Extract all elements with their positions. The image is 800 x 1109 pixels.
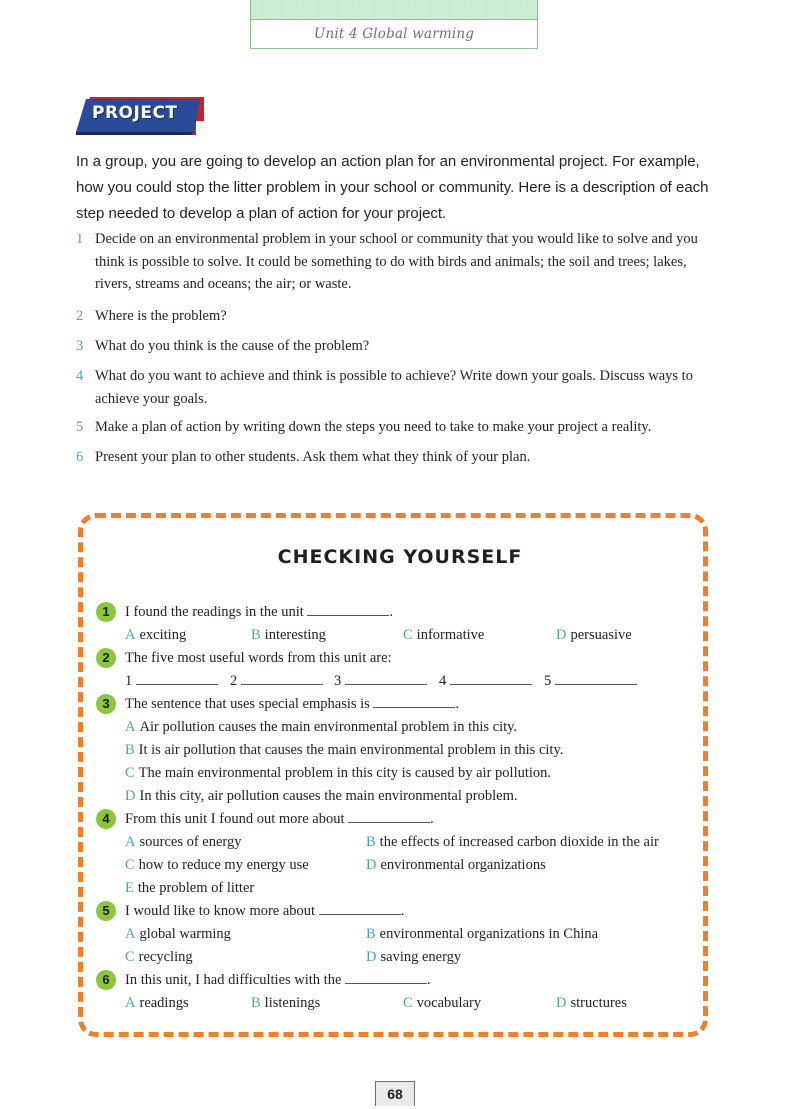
question-number-badge: 1: [96, 602, 116, 622]
option-letter: A: [125, 719, 136, 735]
option-letter: B: [366, 834, 376, 850]
answer-blank[interactable]: [373, 695, 455, 708]
question-prompt: I would like to know more about: [125, 903, 316, 919]
answer-blank[interactable]: [307, 603, 389, 616]
word-blank[interactable]: [544, 671, 637, 691]
option-letter: D: [125, 788, 136, 804]
option-text: readings: [139, 995, 189, 1011]
question-number-badge: 4: [96, 809, 116, 829]
option-letter: C: [125, 765, 135, 781]
option-letter: D: [556, 995, 567, 1011]
answer-option[interactable]: [366, 924, 598, 944]
word-blank[interactable]: [439, 671, 532, 691]
option-letter: A: [125, 926, 136, 942]
option-text: structures: [570, 995, 627, 1011]
checking-yourself-title: CHECKING YOURSELF: [277, 546, 523, 568]
answer-option[interactable]: [366, 855, 546, 875]
question-prompt: From this unit I found out more about: [125, 811, 345, 827]
word-blank[interactable]: [125, 671, 218, 691]
option-letter: D: [366, 949, 377, 965]
option-letter: D: [366, 857, 377, 873]
step-number: 4: [76, 368, 84, 384]
step-item: [76, 335, 726, 358]
question-prompt: The sentence that uses special emphasis is: [125, 696, 370, 712]
step-number: 5: [76, 419, 84, 435]
question-number-badge: 5: [96, 901, 116, 921]
step-number: 6: [76, 449, 84, 465]
step-item: [76, 305, 726, 328]
answer-option[interactable]: [403, 625, 484, 645]
option-text: vocabulary: [416, 995, 482, 1011]
answer-option[interactable]: [125, 855, 309, 875]
answer-option[interactable]: [366, 832, 659, 852]
blank-number: 4: [439, 673, 447, 689]
answer-option[interactable]: [125, 993, 189, 1013]
option-text: sources of energy: [139, 834, 242, 850]
answer-option[interactable]: [125, 878, 254, 898]
step-text: Make a plan of action by writing down the steps you need to take to make your project a reality.: [95, 419, 652, 435]
answer-blank[interactable]: [319, 902, 401, 915]
option-text: persuasive: [570, 627, 632, 643]
answer-option[interactable]: [125, 717, 517, 737]
option-letter: E: [125, 880, 134, 896]
header-decoration: [251, 0, 537, 20]
answer-option[interactable]: [556, 993, 627, 1013]
step-text: Where is the problem?: [95, 308, 227, 324]
option-text: interesting: [264, 627, 326, 643]
project-label: PROJECT: [92, 103, 178, 123]
answer-blank[interactable]: [345, 971, 427, 984]
option-text: global warming: [139, 926, 231, 942]
answer-option[interactable]: [125, 832, 242, 852]
step-number: 2: [76, 308, 84, 324]
question-text: In this unit, I had difficulties with the .: [125, 972, 431, 988]
option-text: environmental organizations in China: [379, 926, 599, 942]
question-text: The sentence that uses special emphasis is .: [125, 696, 460, 712]
option-letter: C: [403, 627, 413, 643]
option-text: the problem of litter: [137, 880, 255, 896]
step-text: What do you think is the cause of the problem?: [95, 338, 370, 354]
step-text: Decide on an environmental problem in your school or community that you would like to solve and you think is possible to solve. It could be something to do with birds and animals; the soil and trees; lakes, rivers, streams and oceans; the air; or waste.: [95, 231, 698, 292]
option-text: The main environmental problem in this city is caused by air pollution.: [138, 765, 552, 781]
answer-blank[interactable]: [348, 810, 430, 823]
option-letter: B: [251, 627, 261, 643]
option-text: how to reduce my energy use: [138, 857, 309, 873]
step-item: [76, 416, 726, 439]
step-number: 1: [76, 231, 84, 247]
question-prompt: I found the readings in the unit: [125, 604, 304, 620]
answer-option[interactable]: [366, 947, 461, 967]
answer-option[interactable]: [125, 786, 517, 806]
option-letter: A: [125, 995, 136, 1011]
answer-option[interactable]: [403, 993, 481, 1013]
step-item: [76, 365, 726, 410]
option-letter: B: [366, 926, 376, 942]
answer-option[interactable]: [251, 625, 326, 645]
option-letter: A: [125, 627, 136, 643]
option-letter: C: [125, 949, 135, 965]
page-number: 68: [375, 1081, 415, 1106]
option-text: In this city, air pollution causes the main environmental problem.: [139, 788, 518, 804]
question-text: The five most useful words from this unit are:: [125, 650, 392, 666]
project-intro: In a group, you are going to develop an action plan for an environmental project. For example, how you could stop the litter problem in your school or community. Here is a description of each step needed to develop a plan of action for your project.: [76, 153, 709, 222]
answer-option[interactable]: [125, 947, 193, 967]
option-text: recycling: [138, 949, 193, 965]
answer-option[interactable]: [125, 625, 186, 645]
answer-option[interactable]: [125, 924, 231, 944]
question-prompt: In this unit, I had difficulties with the: [125, 972, 342, 988]
step-item: [76, 228, 726, 296]
blank-number: 5: [544, 673, 552, 689]
blank-number: 1: [125, 673, 133, 689]
step-number: 3: [76, 338, 84, 354]
question-number-badge: 3: [96, 694, 116, 714]
answer-option[interactable]: [125, 740, 563, 760]
option-letter: B: [251, 995, 261, 1011]
question-text: I found the readings in the unit .: [125, 604, 394, 620]
option-text: Air pollution causes the main environmental problem in this city.: [139, 719, 518, 735]
question-text: From this unit I found out more about .: [125, 811, 434, 827]
word-blank[interactable]: [334, 671, 427, 691]
option-text: environmental organizations: [380, 857, 546, 873]
option-text: exciting: [139, 627, 187, 643]
option-letter: D: [556, 627, 567, 643]
blank-number: 3: [334, 673, 342, 689]
option-letter: C: [403, 995, 413, 1011]
step-text: Present your plan to other students. Ask them what they think of your plan.: [95, 449, 531, 465]
unit-header-tab: [250, 0, 538, 49]
option-text: informative: [416, 627, 485, 643]
question-text: I would like to know more about .: [125, 903, 405, 919]
question-number-badge: 6: [96, 970, 116, 990]
unit-title: Unit 4 Global warming: [313, 26, 475, 42]
answer-option[interactable]: [251, 993, 320, 1013]
question-number-badge: 2: [96, 648, 116, 668]
option-text: the effects of increased carbon dioxide in the air: [379, 834, 659, 850]
blank-number: 2: [230, 673, 238, 689]
option-letter: C: [125, 857, 135, 873]
step-text: What do you want to achieve and think is possible to achieve? Write down your goals. Discuss ways to achieve your goals.: [95, 368, 693, 407]
project-banner: [76, 96, 206, 136]
option-text: saving energy: [380, 949, 462, 965]
answer-option[interactable]: [125, 763, 551, 783]
option-letter: A: [125, 834, 136, 850]
option-text: It is air pollution that causes the main environmental problem in this city.: [138, 742, 564, 758]
option-text: listenings: [264, 995, 321, 1011]
word-blank[interactable]: [230, 671, 323, 691]
option-letter: B: [125, 742, 135, 758]
step-item: [76, 446, 726, 469]
answer-option[interactable]: [556, 625, 632, 645]
